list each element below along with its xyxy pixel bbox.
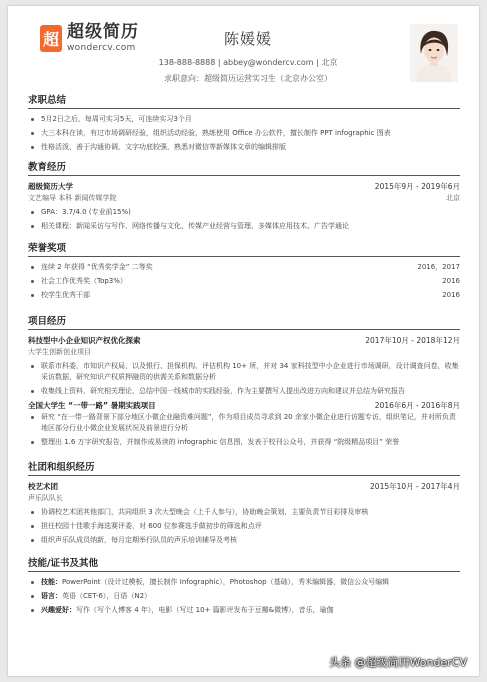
profile-photo <box>410 24 458 82</box>
candidate-name: 陈媛媛 <box>223 30 272 48</box>
list-item: 协调校艺术团其他部门，共同组织 3 次大型晚会（上千人参与），协助晚会策划，主要负责节目彩排及审核 <box>28 507 460 518</box>
list-item: 性格活泼，善于沟通协调，文字功底较强，熟悉对微信等新媒体文章的编辑排版 <box>28 142 460 153</box>
projects-section <box>28 313 460 451</box>
resume-header <box>128 28 368 84</box>
list-item: 联系市科委，市知识产权局，以及银行、担保机构、评估机构 10+ 所，并对 34 家科技型中小企业进行市场调研，设计调查问卷，收集采访数据，研究知识产权质押融资的供需关系和数据分析 <box>28 361 460 383</box>
award-item: 连续 2 年获得 “优秀奖学金” 二等奖 2016，2017 <box>28 262 460 273</box>
resume-page <box>8 6 479 676</box>
job-intent: 求职意向：超级简历运营实习生（北京办公室） <box>164 74 332 83</box>
section-title: 教育经历 <box>28 159 460 176</box>
list-item: 相关课程：新闻采访与写作、网络传播与文化、传媒产业经营与管理、多媒体应用技术、广告学通论 <box>28 221 460 232</box>
logo-url: wondercv.com <box>67 43 136 53</box>
brand-logo <box>40 24 139 53</box>
section-title: 荣誉奖项 <box>28 240 460 257</box>
project-name: 科技型中小企业知识产权优化探索 <box>28 336 141 345</box>
section-title: 技能/证书及其他 <box>28 555 460 572</box>
award-item: 校学生优秀干部 2016 <box>28 290 460 301</box>
list-item: 大三本科在读，有过市场调研经验，组织活动经验，熟练使用 Office 办公软件，擅长制作 PPT infographic 图表 <box>28 128 460 139</box>
logo-name: 超级简历 <box>67 22 139 42</box>
section-title: 求职总结 <box>28 92 460 109</box>
project-dates: 2017年10月 - 2018年12月 <box>365 336 460 345</box>
award-item: 社会工作优秀奖（Top3%） 2016 <box>28 276 460 287</box>
list-item: 整理出 1.6 万字研究报告，并制作成易读的 infographic 信息图，发表于校刊公众号，并获得 “院级精品项目” 荣誉 <box>28 437 460 448</box>
organization-name: 校艺术团 <box>28 482 58 491</box>
skill-item: 语言：英语（CET-6），日语（N2） <box>28 591 460 602</box>
project-dates: 2016年6月 - 2016年8月 <box>374 401 460 410</box>
awards-section <box>28 240 460 304</box>
section-title: 社团和组织经历 <box>28 459 460 476</box>
organization-role: 声乐队队长 <box>28 494 63 502</box>
list-item: 组织声乐队成员纳新，每月定期举行队员的声乐培训辅导及考核 <box>28 535 460 546</box>
section-title: 项目经历 <box>28 313 460 330</box>
education-location: 北京 <box>446 194 460 202</box>
project-name: 全国大学生 “一带一路” 暑期实践项目 <box>28 401 156 410</box>
list-item: GPA：3.7/4.0 (专业前15%) <box>28 207 460 218</box>
organization-dates: 2015年10月 - 2017年4月 <box>370 482 460 491</box>
logo-mark-icon: 超 <box>40 25 62 52</box>
watermark: 头条 @超级简历WonderCV <box>329 656 467 669</box>
project-role: 大学生创新创业项目 <box>28 348 91 356</box>
organization-section <box>28 459 460 549</box>
list-item: 5月2日之后，每周可实习5天，可连续实习3个月 <box>28 114 460 125</box>
school-name: 超级简历大学 <box>28 182 73 191</box>
skills-section <box>28 555 460 619</box>
summary-section <box>28 92 460 156</box>
skill-item: 技能：PowerPoint（设计过模板，擅长制作 Infographic），Photoshop（基础），秀米编辑器，微信公众号编辑 <box>28 577 460 588</box>
education-section <box>28 159 460 235</box>
contact-info: 138-888-8888 | abbey@wondercv.com | 北京 <box>158 58 338 67</box>
list-item: 担任校园十佳歌手海选赛评委，对 600 位参赛选手做初步的筛选和点评 <box>28 521 460 532</box>
education-dates: 2015年9月 - 2019年6月 <box>374 182 460 191</box>
skill-item: 兴趣爱好：写作（写个人博客 4 年），电影（写过 10+ 篇影评发布于豆瓣&微博），音乐，瑜伽 <box>28 605 460 616</box>
degree: 文艺编导 本科 新闻传媒学院 <box>28 194 117 202</box>
list-item: 研究 “在一带一路背景下部分地区小微企业融资难问题”，作为项目成员寻求到 20 余家小微企业进行访题专访，组织笔记，并对所负责地区部分行业小微企业发展状况及前景进行分析 <box>28 412 460 434</box>
list-item: 收集线上资料，研究相关理论，总结中国一线城市的实践经验，作为主要撰写人提出改进方向和建议并总结为研究报告 <box>28 386 460 397</box>
